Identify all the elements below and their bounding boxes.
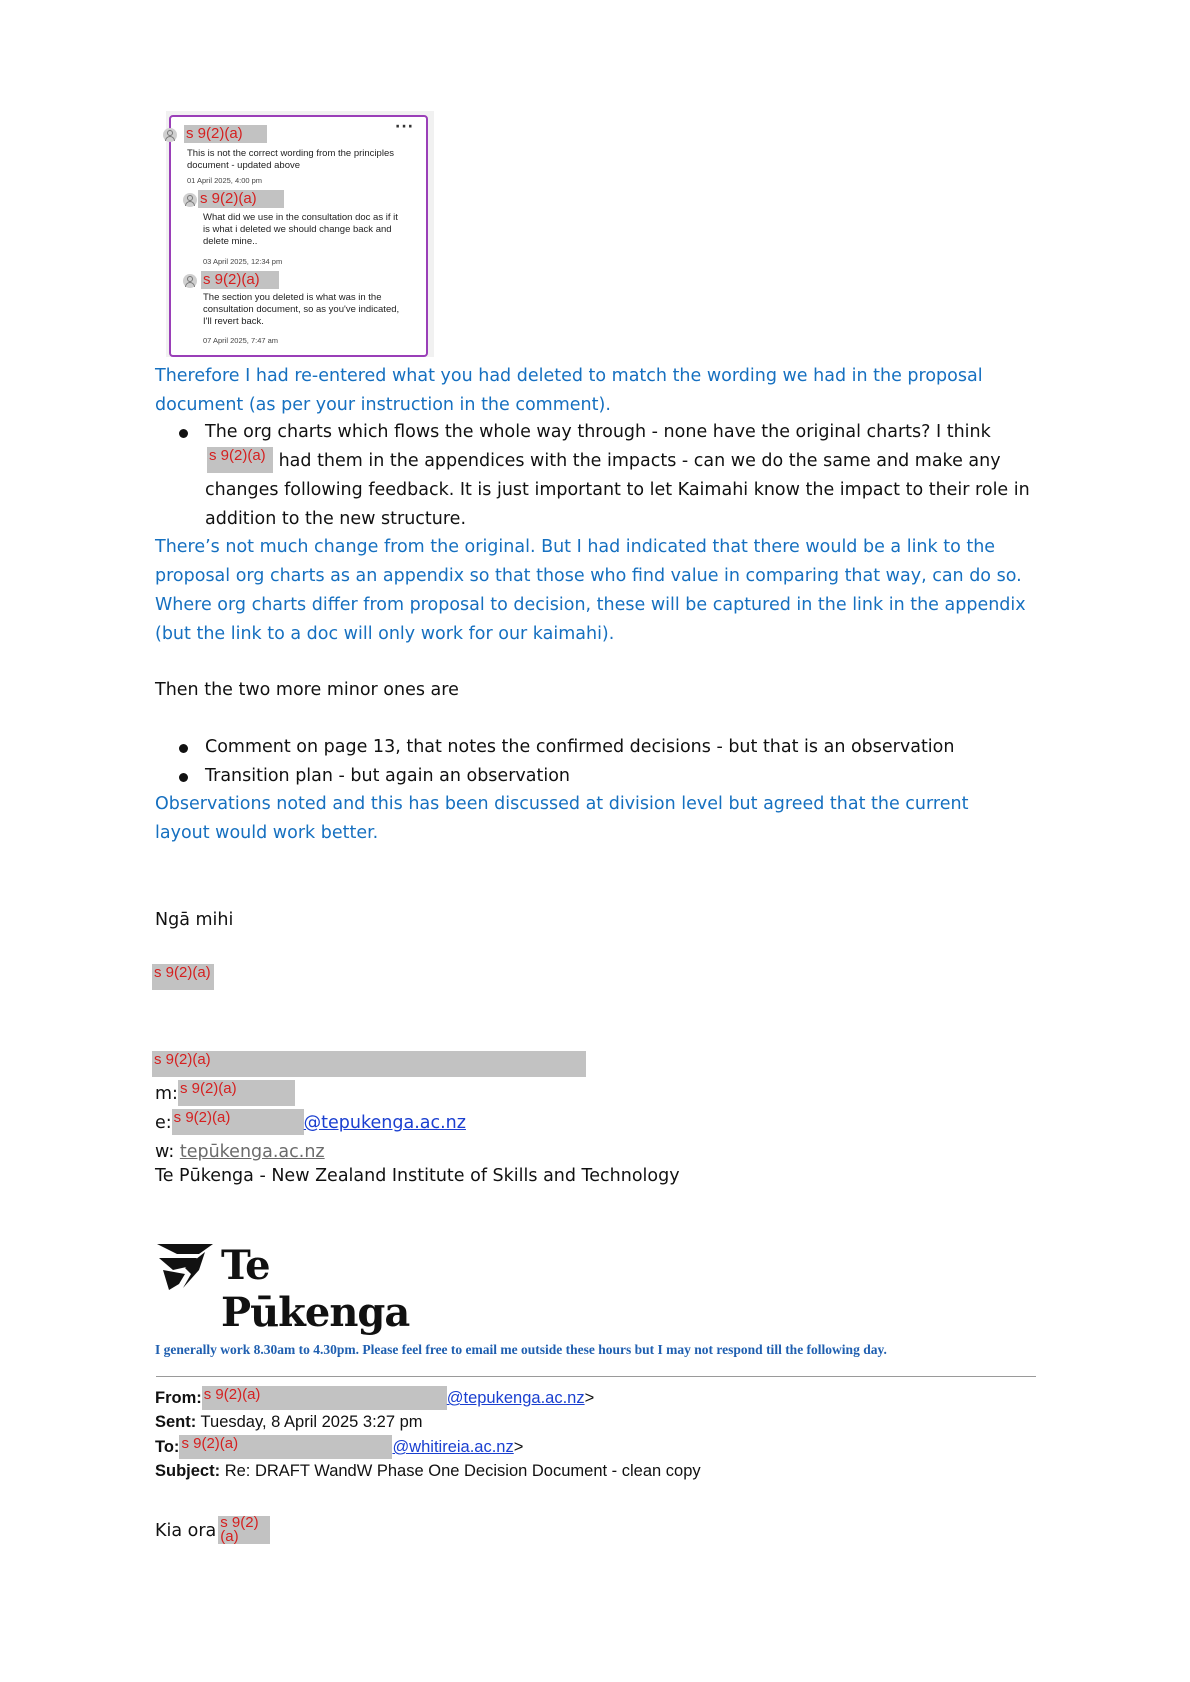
minor-intro: Then the two more minor ones are	[155, 680, 459, 700]
comment-date: 07 April 2025, 7:47 am	[203, 336, 279, 345]
comment-thread-screenshot	[166, 111, 434, 357]
redacted-phone: s 9(2)(a)	[178, 1080, 295, 1106]
recipient-email-link[interactable]: @whitireia.ac.nz	[392, 1438, 514, 1456]
email-link[interactable]: @tepukenga.ac.nz	[303, 1113, 466, 1133]
sent-line: Sent: Tuesday, 8 April 2025 3:27 pm	[155, 1413, 423, 1431]
bullet-icon	[179, 773, 188, 782]
divider	[156, 1376, 1036, 1377]
from-line: From: s 9(2)(a) @tepukenga.ac.nz>	[155, 1386, 594, 1410]
logo-mark-icon	[155, 1240, 215, 1292]
redacted-email: s 9(2)(a)	[172, 1109, 304, 1135]
email-line: e: s 9(2)(a) @tepukenga.ac.nz	[155, 1109, 466, 1133]
reply-paragraph: Observations noted and this has been discussed at division level but agreed that the current layout would work better.	[155, 794, 969, 843]
bullet-icon	[179, 429, 188, 438]
comment-text: What did we use in the consultation doc as if it is what i deleted we should change back and delete mine..	[203, 212, 398, 247]
list-item: Transition plan - but again an observation	[205, 762, 1065, 791]
subject-line: Subject: Re: DRAFT WandW Phase One Decision Document - clean copy	[155, 1462, 701, 1480]
reply-paragraph: Therefore I had re-entered what you had deleted to match the wording we had in the proposal document (as per your instruction in the comment).	[155, 366, 983, 415]
organisation-name: Te Pūkenga - New Zealand Institute of Skills and Technology	[155, 1166, 680, 1186]
comment-card	[169, 115, 428, 357]
avatar-icon	[183, 193, 197, 207]
redacted-sender: s 9(2)(a)	[202, 1386, 447, 1410]
to-line: To: s 9(2)(a) @whitireia.ac.nz>	[155, 1435, 523, 1459]
sender-email-link[interactable]: @tepukenga.ac.nz	[446, 1389, 585, 1407]
working-hours-note: I generally work 8.30am to 4.30pm. Please feel free to email me outside these hours but I may not respond till the following day.	[155, 1342, 887, 1357]
redacted-name: s 9(2) (a)	[218, 1516, 270, 1544]
website-link[interactable]: tepūkenga.ac.nz	[179, 1142, 325, 1162]
closing: Ngā mihi	[155, 910, 234, 930]
comment-date: 01 April 2025, 4:00 pm	[187, 176, 263, 185]
mobile-line: m: s 9(2)(a)	[155, 1080, 295, 1108]
more-options-icon[interactable]: ···	[395, 119, 414, 135]
redacted-name: s 9(2)(a)	[201, 271, 279, 289]
bullet-org-charts	[205, 418, 1045, 534]
comment-text: The section you deleted is what was in the consultation document, so as you've indicated, I'll revert back.	[203, 292, 400, 327]
avatar-icon	[163, 128, 177, 142]
redacted-name: s 9(2)(a)	[152, 964, 214, 990]
minor-items-list	[205, 733, 1065, 791]
logo-wordmark: Te Pūkenga	[221, 1242, 410, 1336]
list-item: Comment on page 13, that notes the confirmed decisions - but that is an observation	[205, 733, 1065, 762]
reply-paragraph: There’s not much change from the original. But I had indicated that there would be a link to the proposal org charts as an appendix so that those who find value in comparing that way, can do so. Where org charts differ from proposal to decision, these will be captured in the link in the appendix (but the link to a doc will only work for our kaimahi).	[155, 537, 1026, 644]
te-pukenga-logo	[155, 1240, 425, 1336]
redacted-name: s 9(2)(a)	[184, 125, 267, 143]
avatar-icon	[183, 274, 197, 288]
redacted-title: s 9(2)(a)	[152, 1051, 586, 1077]
redacted-name: s 9(2)(a)	[207, 447, 273, 473]
bullet-icon	[179, 744, 188, 753]
comment-date: 03 April 2025, 12:34 pm	[203, 257, 283, 266]
greeting: Kia ora s 9(2) (a)	[155, 1516, 270, 1544]
bullet-text-continued: had them in the appendices with the impacts - can we do the same and make any changes following feedback. It is just important to let Kaimahi know the impact to their role in addition to the new structure.	[205, 451, 1030, 529]
comment-text: This is not the correct wording from the principles document - updated above	[187, 148, 394, 171]
redacted-name: s 9(2)(a)	[198, 190, 284, 208]
web-line: w: tepūkenga.ac.nz	[155, 1142, 325, 1162]
redacted-recipient: s 9(2)(a)	[179, 1435, 392, 1459]
bullet-text: The org charts which flows the whole way through - none have the original charts? I think	[205, 422, 991, 442]
